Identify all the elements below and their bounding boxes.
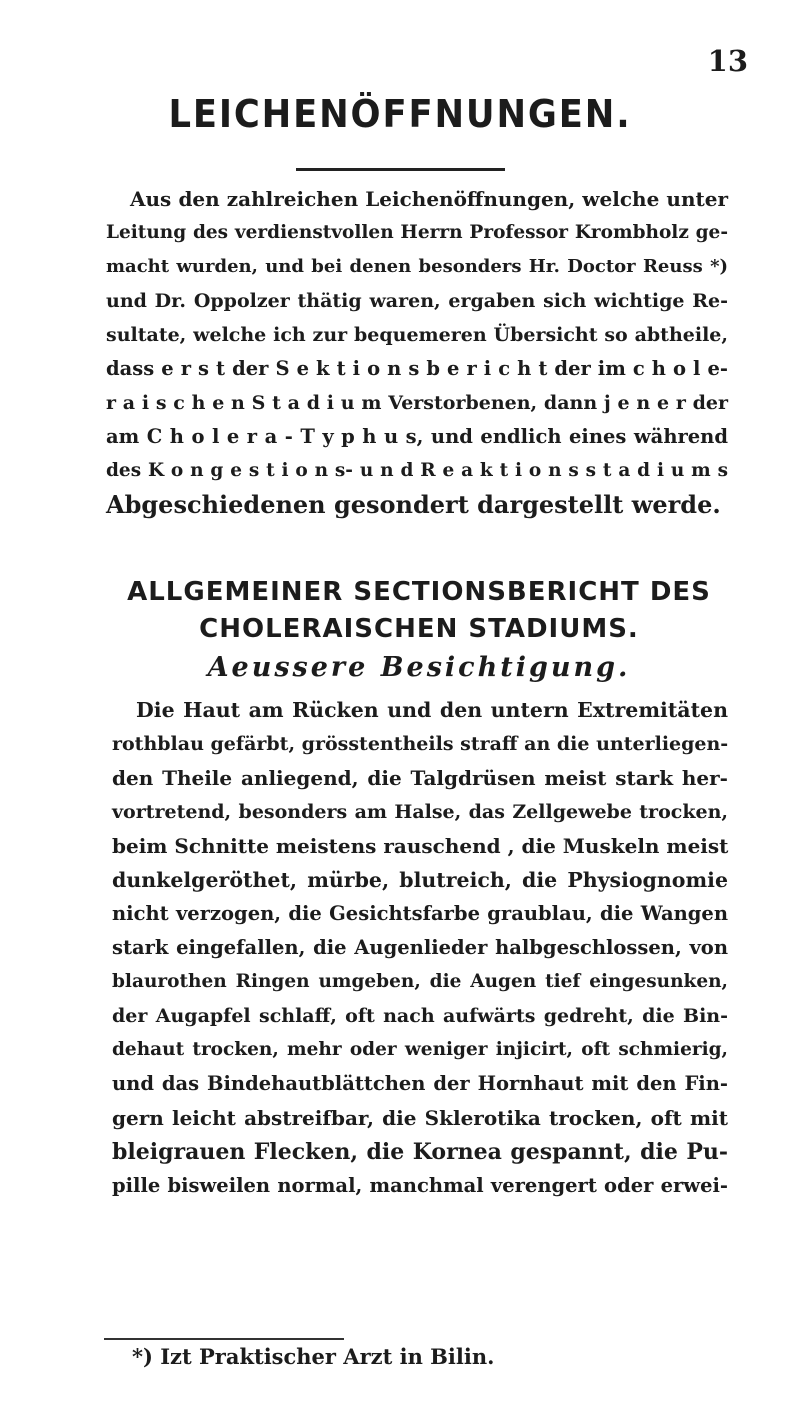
page-number: 13 (707, 44, 748, 78)
section-heading-line: CHOLERAISCHEN STADIUMS. (199, 614, 639, 644)
text-line: blaurothen Ringen umgeben, die Augen tief eingesunken, (112, 971, 728, 992)
text-line: dehaut trocken, mehr oder weniger injicirt, oft schmierig, (112, 1039, 728, 1060)
text-line: dunkelgeröthet, mürbe, blutreich, die Physiognomie (112, 868, 728, 892)
text-line: den Theile anliegend, die Talgdrüsen meist stark her- (112, 766, 728, 790)
text-line: r a i s c h e n S t a d i u m Verstorbenen, dann j e n e r der (106, 392, 728, 414)
text-line: sultate, welche ich zur bequemeren Übersicht so abtheile, (106, 324, 728, 346)
text-line: gern leicht abstreifbar, die Sklerotika trocken, oft mit (112, 1106, 728, 1130)
text-line: der Augapfel schlaff, oft nach aufwärts gedreht, die Bin- (112, 1005, 728, 1027)
text-line: des K o n g e s t i o n s- u n d R e a k t i o n s s t a d i u m s (106, 460, 728, 481)
text-line: am C h o l e r a - T y p h u s, und endlich eines während (106, 425, 728, 448)
section-heading (114, 574, 724, 648)
text-line: Leitung des verdienstvollen Herrn Professor Krombholz ge- (106, 222, 728, 243)
body-paragraph (112, 693, 728, 1203)
subheading: Aeussere Besichtigung. (207, 652, 631, 683)
text-line: vortretend, besonders am Halse, das Zellgewebe trocken, (112, 801, 728, 823)
text-line: stark eingefallen, die Augenlieder halbgeschlossen, von (112, 936, 728, 959)
text-line: Abgeschiedenen gesondert dargestellt werde. (106, 490, 721, 519)
text-line: Aus den zahlreichen Leichenöffnungen, welche unter (130, 187, 728, 211)
footnote: *) Izt Praktischer Arzt in Bilin. (132, 1344, 495, 1369)
text-line: dass e r s t der S e k t i o n s b e r i c h t der im c h o l e- (106, 357, 728, 380)
text-line: rothblau gefärbt, grösstentheils straff an die unterliegen- (112, 733, 729, 755)
section-heading-line: ALLGEMEINER SECTIONSBERICHT DES (127, 577, 711, 607)
text-line: und Dr. Oppolzer thätig waren, ergaben sich wichtige Re- (106, 290, 728, 312)
intro-paragraph (106, 182, 728, 522)
chapter-title: LEICHENÖFFNUNGEN. (168, 92, 632, 136)
text-line: und das Bindehautblättchen der Hornhaut mit den Fin- (112, 1072, 728, 1095)
text-line: bleigrauen Flecken, die Kornea gespannt, die Pu- (112, 1139, 728, 1165)
text-line: nicht verzogen, die Gesichtsfarbe graublau, die Wangen (112, 902, 728, 925)
text-line: Die Haut am Rücken und den untern Extremitäten (136, 698, 728, 722)
text-line: beim Schnitte meistens rauschend , die Muskeln meist (112, 834, 729, 858)
text-line: pille bisweilen normal, manchmal verengert oder erwei- (112, 1174, 728, 1197)
footnote-rule (104, 1338, 344, 1340)
text-line: macht wurden, und bei denen besonders Hr. Doctor Reuss *) (106, 256, 728, 277)
title-rule (296, 168, 505, 171)
